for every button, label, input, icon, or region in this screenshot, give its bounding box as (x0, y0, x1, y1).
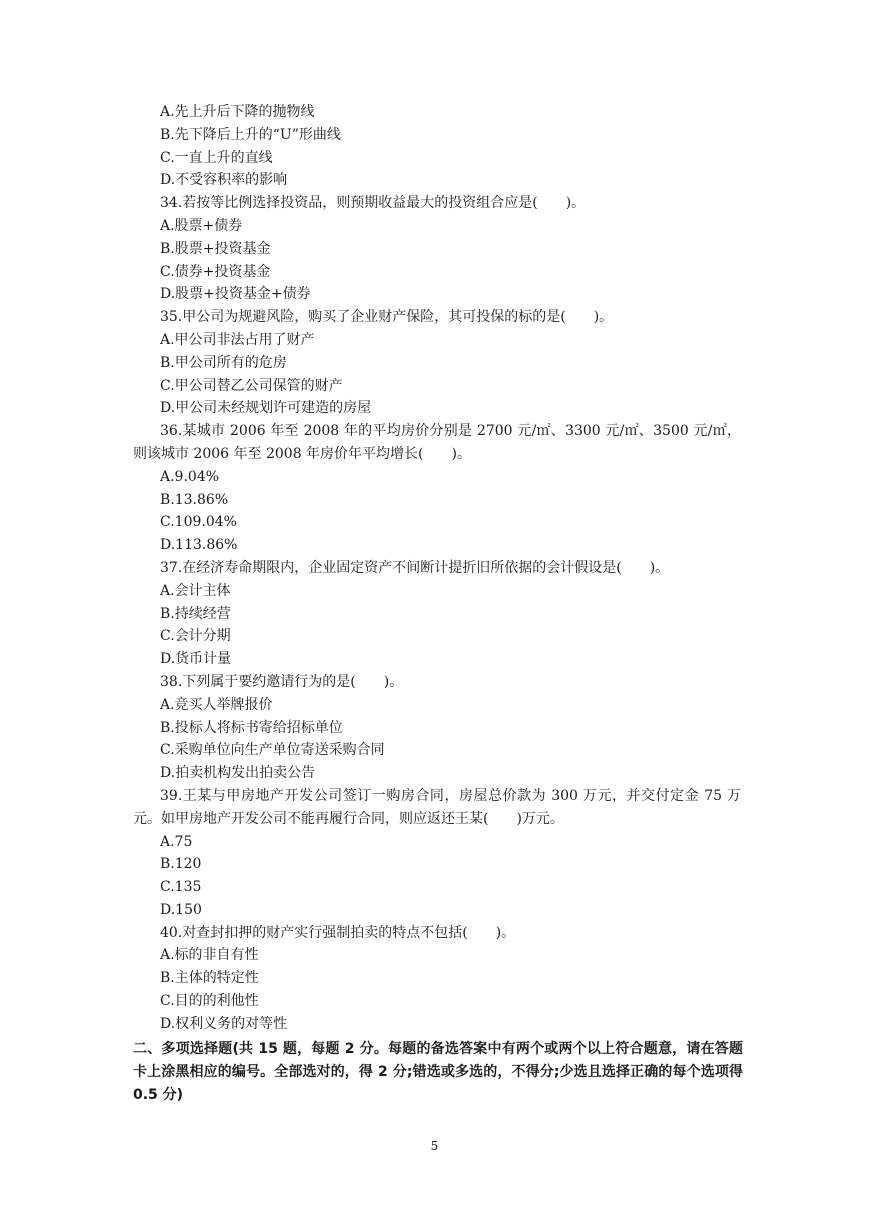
question-34-stem: 34.若按等比例选择投资品，则预期收益最大的投资组合应是( )。 (160, 195, 586, 212)
option-q35-b: B.甲公司所有的危房 (160, 354, 287, 371)
option-q37-d: D.货币计量 (160, 651, 232, 668)
question-36-stem: 36.某城市 2006 年至 2008 年的平均房价分别是 2700 元/㎡、3300 元/㎡、3500 元/㎡，则该城市 2006 年至 2008 年房价年平均增长( )。 (133, 423, 741, 462)
option-q38-b: B.投标人将标书寄给招标单位 (160, 719, 343, 736)
option-q33-a: A.先上升后下降的抛物线 (160, 104, 315, 120)
option-q38-a: A.竞买人举牌报价 (160, 696, 273, 713)
option-q40-d: D.权利义务的对等性 (160, 1015, 288, 1032)
option-q37-b: B.持续经营 (160, 605, 231, 622)
option-q35-a: A.甲公司非法占用了财产 (160, 331, 315, 348)
option-q34-d: D.股票+投资基金+债券 (160, 286, 311, 303)
option-q35-c: C.甲公司替乙公司保管的财产 (160, 377, 343, 394)
question-39-stem: 39.王某与甲房地产开发公司签订一购房合同，房屋总价款为 300 万元，并交付定金 75 万元。如甲房地产开发公司不能再履行合同，则应返还王某( )万元。 (133, 787, 741, 827)
option-q40-a: A.标的非自有性 (160, 947, 259, 964)
question-35-stem: 35.甲公司为规避风险，购买了企业财产保险，其可投保的标的是( )。 (160, 309, 614, 326)
section-heading-multiple-choice: 二、多项选择题(共 15 题，每题 2 分。每题的备选答案中有两个或两个以上符合题意，请在答题卡上涂黑相应的编号。全部选对的，得 2 分;错选或多选的，不得分;少选且选择正确的每个选项得 0.5 分) (133, 1041, 743, 1103)
option-q37-c: C.会计分期 (160, 628, 231, 645)
question-list (133, 101, 760, 1036)
option-q34-b: B.股票+投资基金 (160, 240, 271, 257)
option-q40-b: B.主体的特定性 (160, 970, 259, 987)
option-q39-c: C.135 (160, 879, 202, 896)
question-37-stem: 37.在经济寿命期限内，企业固定资产不间断计提折旧所依据的会计假设是( )。 (160, 559, 670, 576)
option-q39-d: D.150 (160, 901, 202, 918)
option-q36-c: C.109.04% (160, 514, 237, 531)
option-q36-b: B.13.86% (160, 491, 229, 508)
question-38-stem: 38.下列属于要约邀请行为的是( )。 (160, 673, 404, 690)
option-q33-c: C.一直上升的直线 (160, 149, 273, 166)
option-q36-a: A.9.04% (160, 468, 220, 485)
option-q37-a: A.会计主体 (160, 582, 231, 599)
option-q38-c: C.采购单位向生产单位寄送采购合同 (160, 742, 385, 759)
option-q39-b: B.120 (160, 856, 202, 873)
option-q35-d: D.甲公司未经规划许可建造的房屋 (160, 400, 372, 417)
option-q33-d: D.不受容积率的影响 (160, 172, 288, 189)
option-q38-d: D.拍卖机构发出拍卖公告 (160, 765, 316, 782)
page-number: 5 (430, 1139, 439, 1153)
option-q34-a: A.股票+债券 (160, 217, 243, 234)
option-q34-c: C.债券+投资基金 (160, 263, 271, 280)
question-40-stem: 40.对查封扣押的财产实行强制拍卖的特点不包括( )。 (160, 924, 516, 941)
option-q33-b: B.先下降后上升的“U”形曲线 (160, 126, 341, 143)
option-q36-d: D.113.86% (160, 537, 238, 554)
option-q39-a: A.75 (160, 833, 193, 850)
option-q40-c: C.目的的利他性 (160, 993, 259, 1010)
